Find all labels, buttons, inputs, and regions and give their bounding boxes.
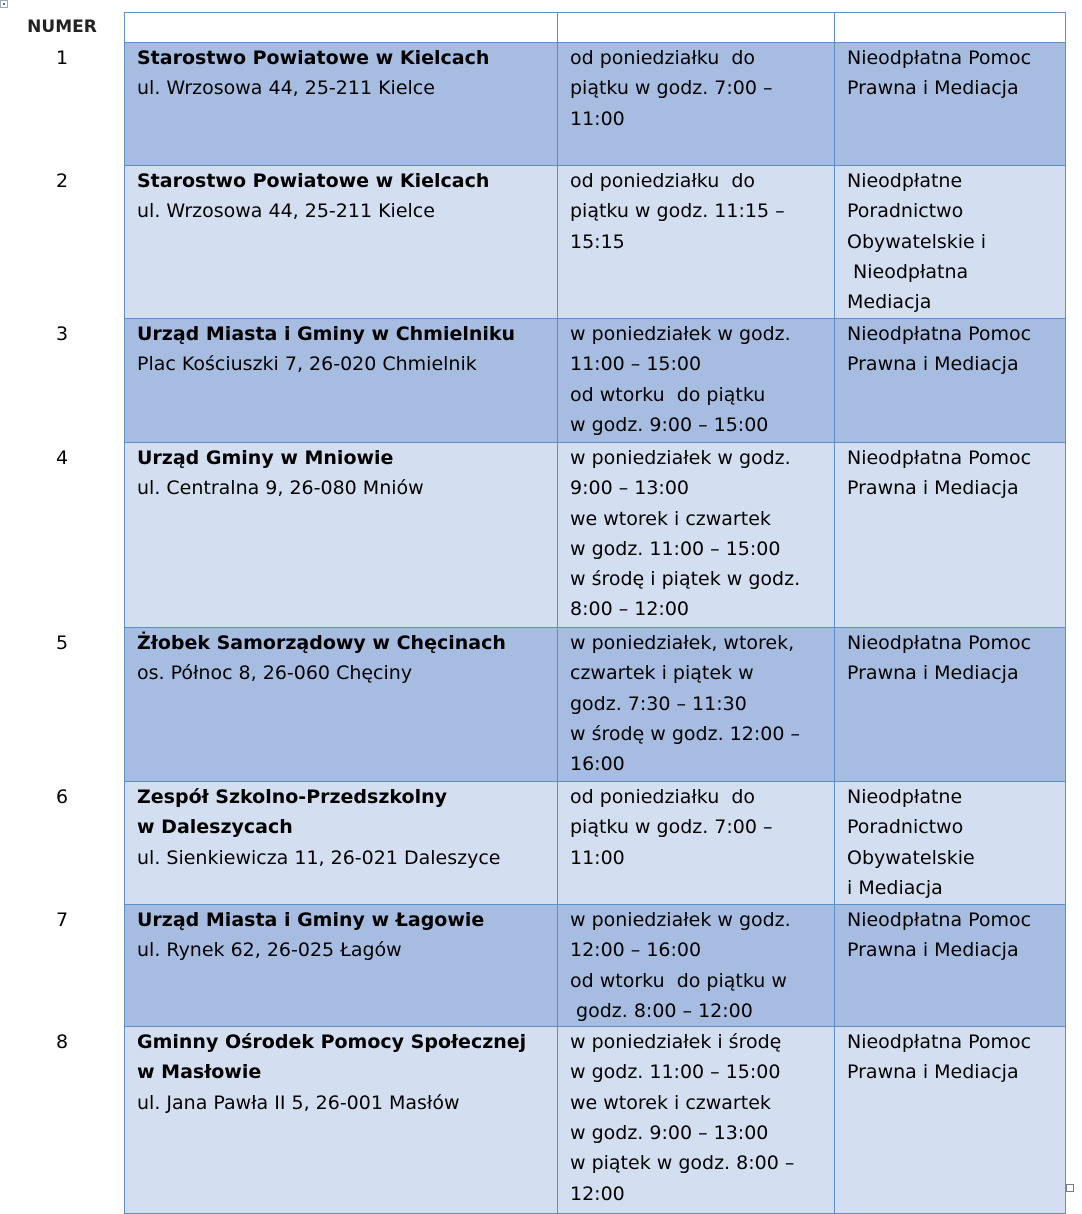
rodzaj-punktu-cell: [835, 782, 1066, 905]
siedziba-cell: [125, 782, 558, 905]
type-line: Nieodpłatna Pomoc: [847, 323, 1032, 345]
hours-line: w poniedziałek i środę: [570, 1031, 782, 1054]
hours-line: w środę w godz. 12:00 –: [570, 722, 800, 745]
hours-line: 12:00 – 16:00: [570, 939, 702, 962]
hours-line: piątku w godz. 7:00 –: [570, 816, 773, 839]
czas-pracy-cell: [558, 628, 835, 782]
table-row: [125, 628, 1066, 782]
row-number: 3: [55, 323, 69, 345]
type-line: Prawna i Mediacja: [847, 77, 1019, 100]
czas-pracy-cell: [558, 782, 835, 905]
rodzaj-punktu-cell: [835, 43, 1066, 166]
hours-line: 15:15: [570, 230, 625, 253]
hours-line: w środę i piątek w godz.: [570, 568, 801, 591]
type-line: Prawna i Mediacja: [847, 662, 1019, 685]
type-line: Poradnictwo: [847, 816, 964, 839]
siedziba-cell: [125, 166, 558, 319]
office-name: Starostwo Powiatowe w Kielcach: [137, 170, 490, 192]
hours-line: 11:00 – 15:00: [570, 353, 702, 376]
czas-pracy-cell: [558, 319, 835, 443]
type-line: Nieodpłatna Pomoc: [847, 447, 1032, 469]
hours-line: w godz. 11:00 – 15:00: [570, 537, 781, 560]
siedziba-cell: [125, 319, 558, 443]
hours-line: w piątek w godz. 8:00 –: [570, 1152, 795, 1175]
siedziba-cell: [125, 1027, 558, 1214]
table-row: [125, 1027, 1066, 1214]
row-number: 2: [55, 170, 69, 192]
office-name: Urząd Gminy w Mniowie: [137, 447, 394, 469]
row-number: 7: [55, 909, 69, 931]
hours-line: w poniedziałek, wtorek,: [570, 632, 795, 654]
office-name: w Masłowie: [137, 1061, 262, 1084]
office-address: Plac Kościuszki 7, 26-020 Chmielnik: [137, 353, 477, 376]
siedziba-cell: [125, 905, 558, 1027]
type-line: Nieodpłatna Pomoc: [847, 1031, 1032, 1054]
office-name: w Daleszycach: [137, 816, 293, 839]
table-move-handle[interactable]: [0, 0, 8, 8]
hours-line: w godz. 11:00 – 15:00: [570, 1061, 781, 1084]
siedziba-cell: [125, 43, 558, 166]
office-address: ul. Jana Pawła II 5, 26-001 Masłów: [137, 1091, 460, 1114]
hours-line: od poniedziałku do: [570, 47, 755, 69]
office-address: ul. Centralna 9, 26-080 Mniów: [137, 477, 424, 500]
hours-line: godz. 8:00 – 12:00: [570, 999, 753, 1022]
czas-pracy-cell: [558, 443, 835, 628]
hours-line: od poniedziałku do: [570, 170, 755, 192]
table-row: [125, 319, 1066, 443]
czas-pracy-cell: [558, 905, 835, 1027]
hours-line: 11:00: [570, 846, 625, 869]
siedziba-cell: [125, 628, 558, 782]
hours-line: 9:00 – 13:00: [570, 477, 690, 500]
czas-pracy-cell: [558, 1027, 835, 1214]
hours-line: w poniedziałek w godz.: [570, 909, 791, 931]
table-row: [125, 43, 1066, 166]
rodzaj-punktu-cell: [835, 905, 1066, 1027]
type-line: Nieodpłatna Pomoc: [847, 909, 1032, 931]
row-number: 4: [55, 447, 69, 469]
hours-line: od wtorku do piątku: [570, 383, 766, 406]
rodzaj-punktu-cell: [835, 166, 1066, 319]
rodzaj-punktu-cell: [835, 319, 1066, 443]
hours-line: godz. 7:30 – 11:30: [570, 692, 747, 715]
rodzaj-punktu-cell: [835, 443, 1066, 628]
hours-line: 8:00 – 12:00: [570, 598, 690, 621]
row-number: 6: [55, 786, 69, 808]
type-line: Prawna i Mediacja: [847, 353, 1019, 376]
type-line: Nieodpłatna Pomoc: [847, 47, 1032, 69]
czas-pracy-cell: [558, 43, 835, 166]
hours-line: w godz. 9:00 – 13:00: [570, 1122, 769, 1145]
office-name: Urząd Miasta i Gminy w Chmielniku: [137, 323, 516, 345]
office-address: ul. Wrzosowa 44, 25-211 Kielce: [137, 200, 435, 223]
type-line: Prawna i Mediacja: [847, 477, 1019, 500]
type-line: i Mediacja: [847, 876, 943, 899]
office-address: ul. Rynek 62, 26-025 Łagów: [137, 939, 402, 962]
type-line: Nieodpłatna: [847, 260, 969, 283]
office-name: Starostwo Powiatowe w Kielcach: [137, 47, 490, 69]
row-number: 8: [55, 1031, 69, 1053]
rodzaj-punktu-cell: [835, 628, 1066, 782]
header-row: [125, 13, 1066, 43]
office-name: Urząd Miasta i Gminy w Łagowie: [137, 909, 485, 931]
table-resize-handle[interactable]: [1066, 1184, 1074, 1192]
hours-line: 11:00: [570, 107, 625, 130]
type-line: Poradnictwo: [847, 200, 964, 223]
czas-pracy-cell: [558, 166, 835, 319]
office-name: Żłobek Samorządowy w Chęcinach: [137, 632, 506, 654]
office-name: Zespół Szkolno-Przedszkolny: [137, 786, 448, 808]
office-name: Gminny Ośrodek Pomocy Społecznej: [137, 1031, 527, 1054]
type-line: Prawna i Mediacja: [847, 939, 1019, 962]
hours-line: od wtorku do piątku w: [570, 969, 787, 992]
header-numer: NUMER: [27, 17, 97, 37]
type-line: Nieodpłatna Pomoc: [847, 632, 1032, 654]
type-line: Obywatelskie i: [847, 230, 987, 253]
type-line: Mediacja: [847, 291, 932, 314]
siedziba-cell: [125, 443, 558, 628]
type-line: Nieodpłatne: [847, 786, 963, 808]
table-row: [125, 905, 1066, 1027]
hours-line: w poniedziałek w godz.: [570, 447, 791, 469]
office-address: ul. Sienkiewicza 11, 26-021 Daleszyce: [137, 846, 501, 869]
table-row: [125, 443, 1066, 628]
type-line: Prawna i Mediacja: [847, 1061, 1019, 1084]
hours-line: piątku w godz. 7:00 –: [570, 77, 773, 100]
hours-line: we wtorek i czwartek: [570, 1091, 771, 1114]
office-address: os. Północ 8, 26-060 Chęciny: [137, 662, 413, 685]
hours-line: piątku w godz. 11:15 –: [570, 200, 785, 223]
table-row: [125, 782, 1066, 905]
hours-line: od poniedziałku do: [570, 786, 755, 808]
row-number: 1: [55, 47, 69, 69]
hours-line: we wtorek i czwartek: [570, 507, 771, 530]
type-line: Nieodpłatne: [847, 170, 963, 192]
row-number: 5: [55, 632, 69, 654]
hours-line: 16:00: [570, 753, 625, 776]
points-table: [124, 12, 1066, 1214]
rodzaj-punktu-cell: [835, 1027, 1066, 1214]
office-address: ul. Wrzosowa 44, 25-211 Kielce: [137, 77, 435, 100]
table-row: [125, 166, 1066, 319]
hours-line: w poniedziałek w godz.: [570, 323, 791, 345]
hours-line: 12:00: [570, 1182, 625, 1205]
hours-line: w godz. 9:00 – 15:00: [570, 413, 769, 436]
type-line: Obywatelskie: [847, 846, 975, 869]
hours-line: czwartek i piątek w: [570, 662, 754, 685]
